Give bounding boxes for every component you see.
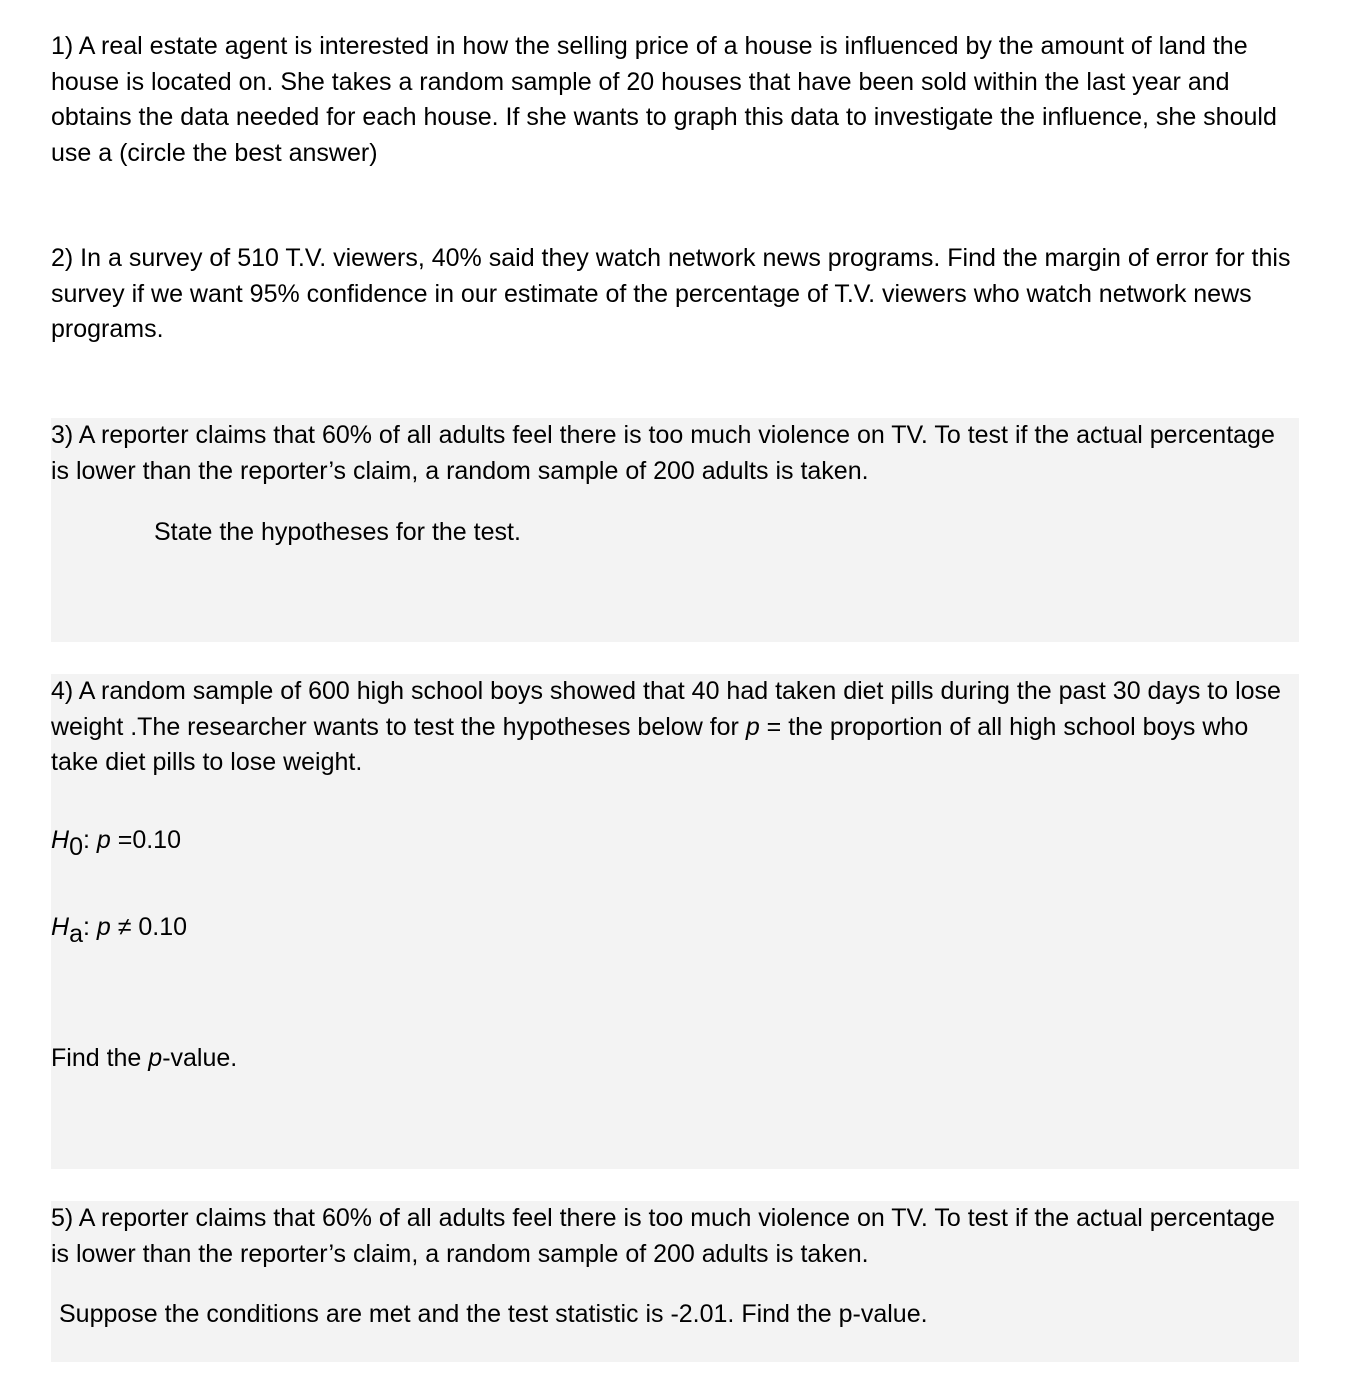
alternative-hypothesis-p: p [96,913,111,941]
alternative-hypothesis-h: H [51,913,70,941]
question-3-text: 3) A reporter claims that 60% of all adults feel there is too much violence on TV. To test if the actual percentage is lower than the reporter’s claim, a random sample of 200 adults is taken. [51,421,1275,485]
alternative-hypothesis [51,912,188,948]
null-hypothesis-value: =0.10 [110,826,181,854]
question-2 [51,241,1299,348]
question-4-find-before: Find the [51,1044,149,1072]
question-3-prompt: State the hypotheses for the test. [154,518,521,546]
null-hypothesis [51,825,181,861]
question-5-text: 5) A reporter claims that 60% of all adults feel there is too much violence on TV. To test if the actual percentage is lower than the reporter’s claim, a random sample of 200 adults is taken. [51,1204,1275,1268]
question-5 [51,1201,1299,1362]
question-4 [51,674,1299,1169]
question-1-text: 1) A real estate agent is interested in how the selling price of a house is influenced by the amount of land the house is located on. She takes a random sample of 20 houses that have been sold within the last year and obtains the data needed for each house. If she wants to graph this data to investigate the influence, she should use a (circle the best answer) [51,32,1277,167]
question-4-find-after: -value. [162,1044,238,1072]
question-4-p-variable: p [745,712,760,741]
question-5-prompt: Suppose the conditions are met and the test statistic is -2.01. Find the p-value. [59,1300,928,1328]
question-4-find-p-value [51,1043,237,1073]
question-4-text-before: 4) A random sample of 600 high school boys showed that 40 had taken diet pills during the past 30 days to lose weight .The researcher wants to test the hypotheses below for [51,677,1281,741]
null-hypothesis-sep: : [82,826,97,854]
question-1 [51,29,1299,171]
question-4-text-after: = the proportion of all high school boys who take diet pills to lose weight. [51,712,1249,776]
question-4-text [51,674,1299,781]
alternative-hypothesis-sep: : [82,913,97,941]
question-4-find-p: p [148,1044,163,1072]
alternative-hypothesis-value: ≠ 0.10 [110,913,188,941]
null-hypothesis-h: H [51,826,70,854]
null-hypothesis-subscript: 0 [69,833,83,861]
alternative-hypothesis-subscript: a [69,920,83,948]
question-2-text: 2) In a survey of 510 T.V. viewers, 40% said they watch network news programs. Find the margin of error for this survey if we want 95% confidence in our estimate of the percentage of T.V. viewers who watch network news programs. [51,244,1291,343]
question-3 [51,418,1299,642]
null-hypothesis-p: p [96,826,111,854]
